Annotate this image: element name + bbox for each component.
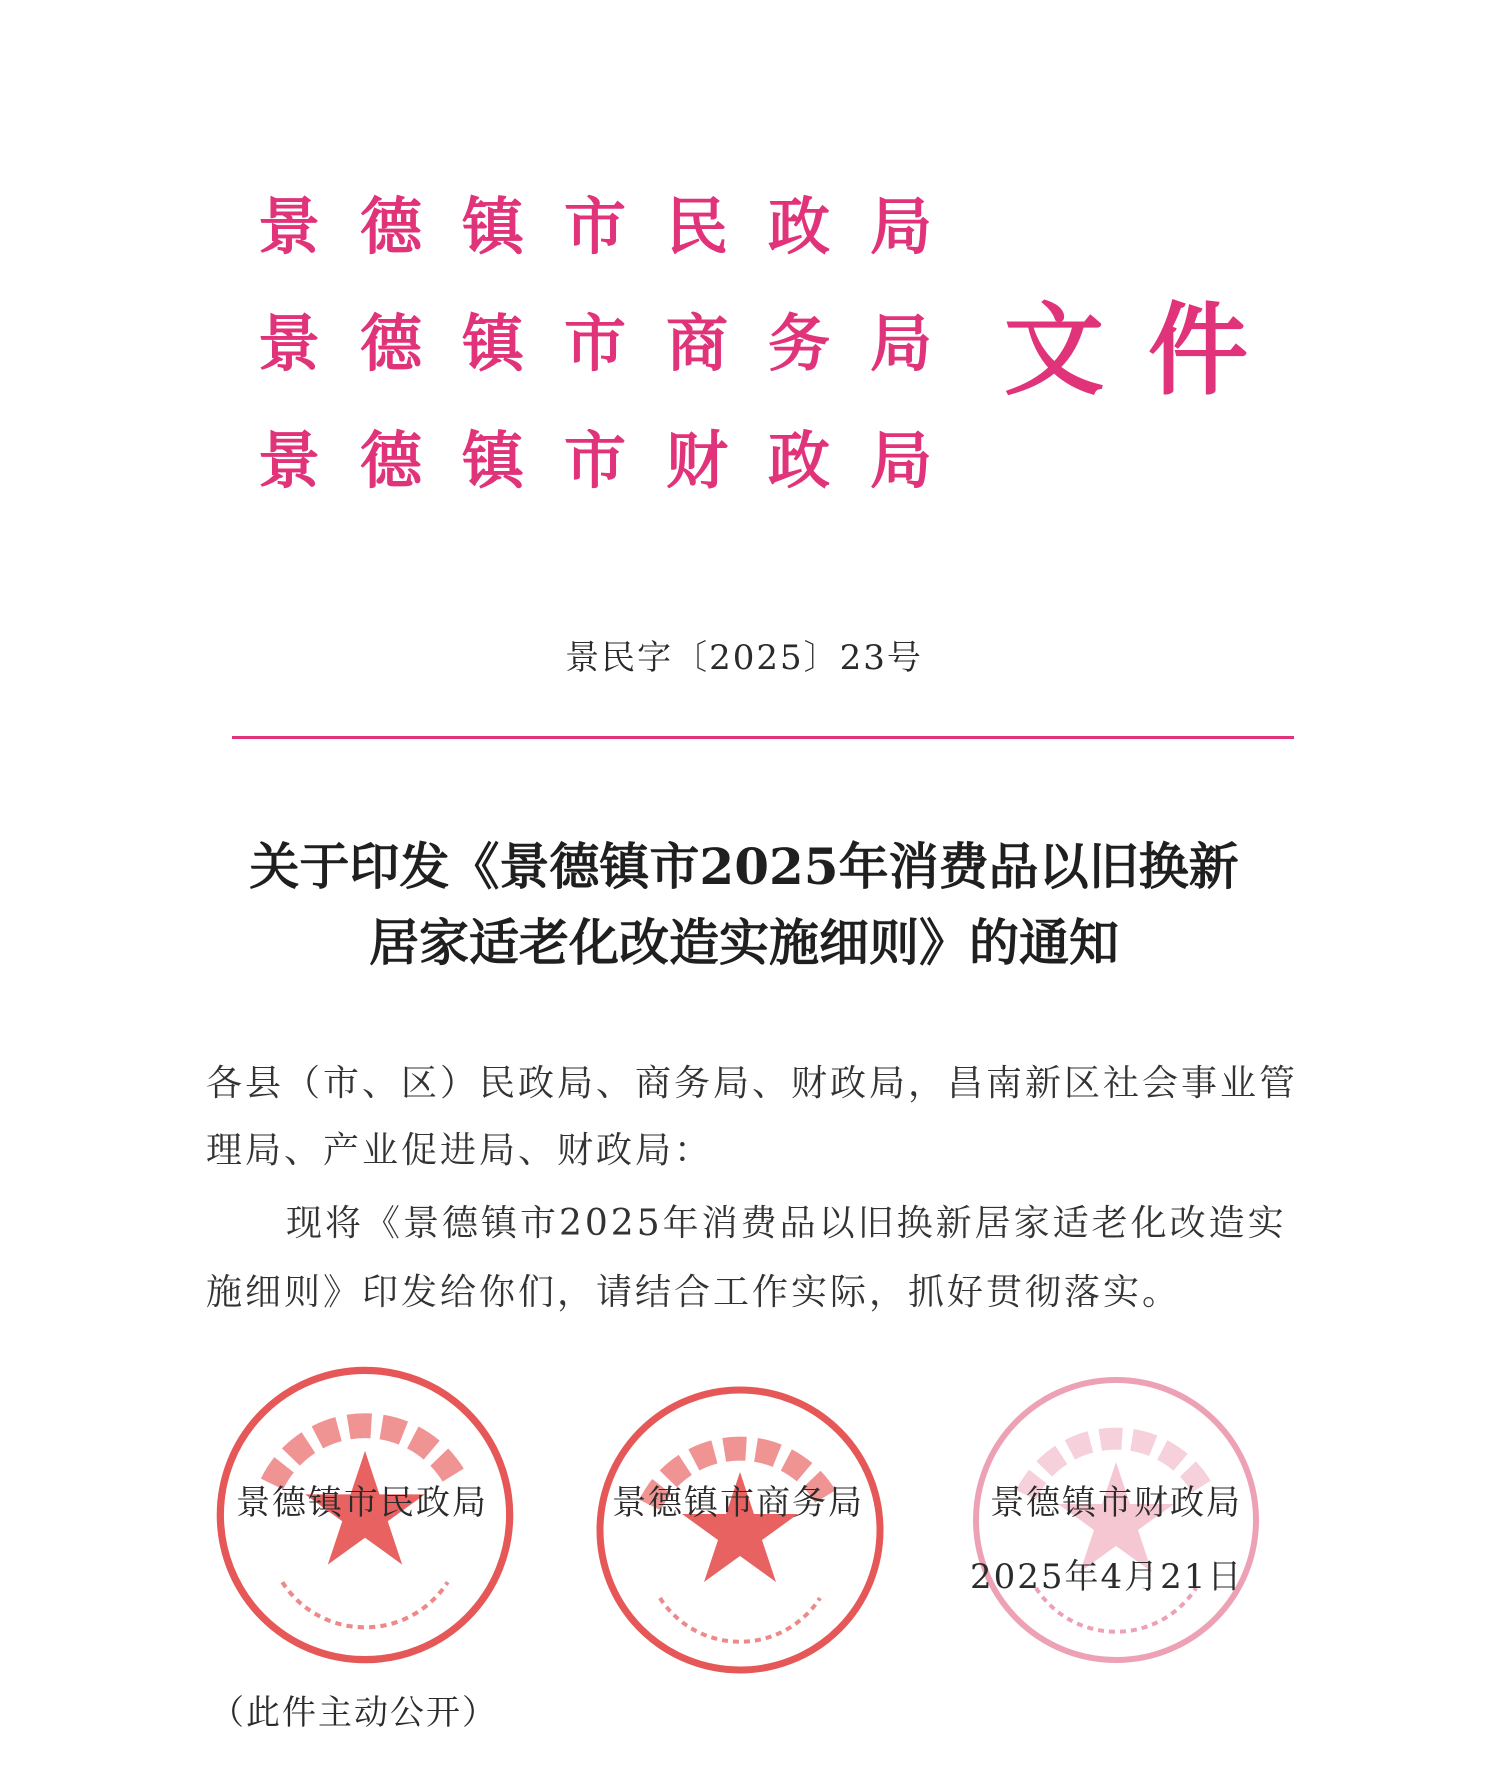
issuing-agency-civil-affairs: 景德镇市民政局 [258,190,973,263]
body-paragraph-line-2: 施细则》印发给你们，请结合工作实际，抓好贯彻落实。 [206,1272,1182,1313]
document-title-line-2: 居家适老化改造实施细则》的通知 [369,913,1119,972]
addressee-line-2: 理局、产业促进局、财政局： [206,1130,714,1171]
signature-finance: 景德镇市财政局 [990,1483,1242,1523]
issuing-agency-commerce: 景德镇市商务局 [258,307,973,380]
disclosure-note: （此件主动公开） [210,1693,498,1733]
addressee-line-1: 各县（市、区）民政局、商务局、财政局，昌南新区社会事业管 [206,1063,1299,1104]
commerce-seal-icon [590,1380,890,1680]
issuing-agency-finance: 景德镇市财政局 [258,424,973,497]
document-title-line-1: 关于印发《景德镇市2025年消费品以旧换新 [249,837,1239,896]
header-divider [232,736,1294,739]
signature-civil-affairs: 景德镇市民政局 [236,1483,488,1523]
signature-commerce: 景德镇市商务局 [612,1483,864,1523]
body-paragraph-line-1: 现将《景德镇市2025年消费品以旧换新居家适老化改造实 [286,1203,1287,1244]
document-label: 文件 [1004,291,1292,409]
issue-date: 2025年4月21日 [970,1557,1244,1597]
document-number: 景民字〔2025〕23号 [565,638,923,678]
